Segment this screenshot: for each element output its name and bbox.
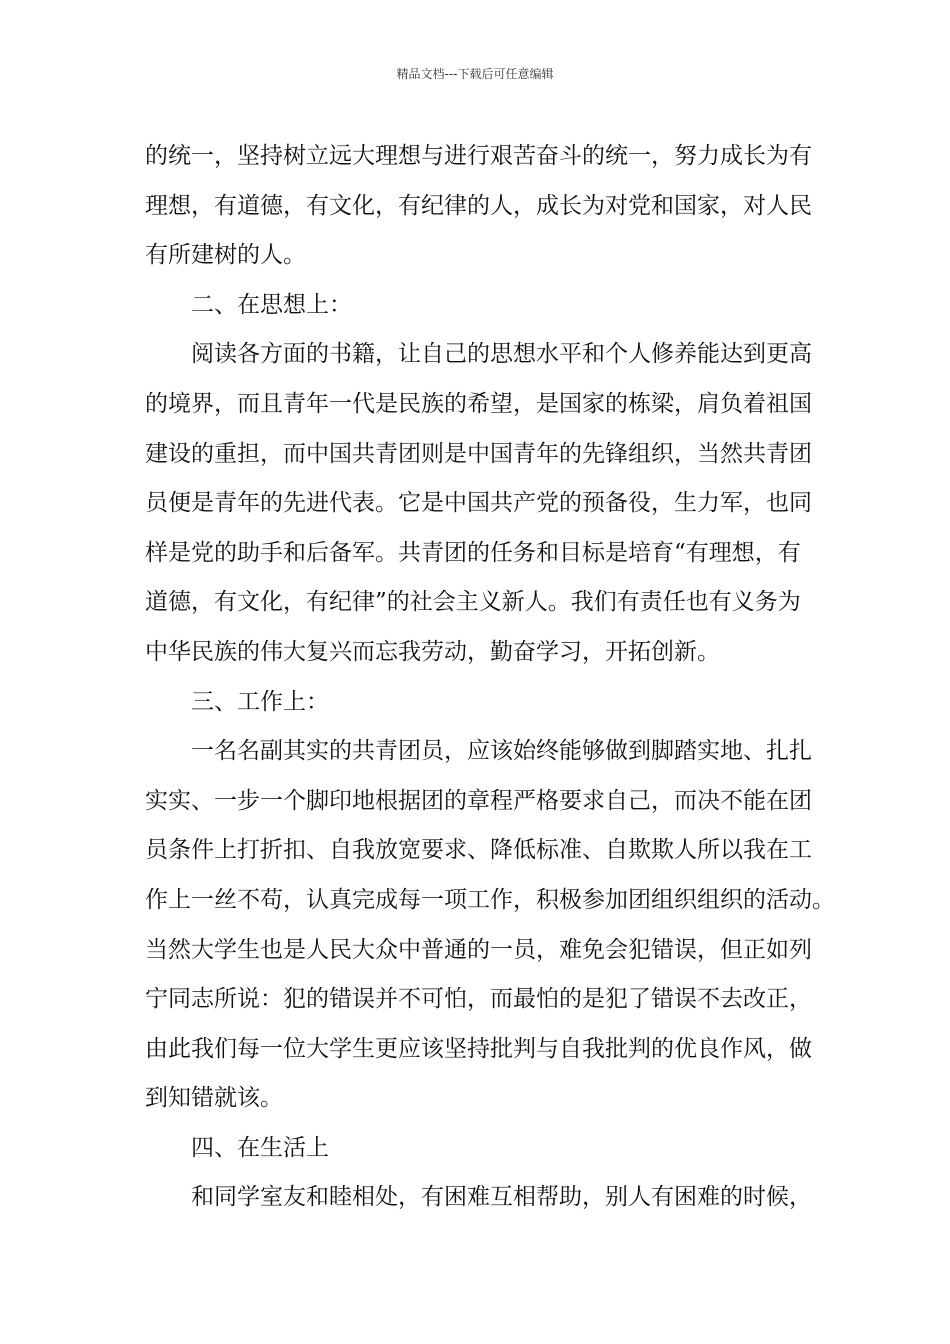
body-line: 的统一，坚持树立远大理想与进行艰苦奋斗的统一，努力成长为有 — [145, 143, 812, 169]
body-line: 员便是青年的先进代表。它是中国共产党的预备役，生力军，也同 — [145, 490, 812, 517]
body-line: 和同学室友和睦相处，有困难互相帮助，别人有困难的时候， — [191, 1184, 812, 1211]
body-line: 道德，有文化，有纪律”的社会主义新人。我们有责任也有义务为 — [145, 589, 801, 616]
section-heading: 二、在思想上： — [191, 291, 352, 318]
body-line: 到知错就该。 — [145, 1085, 283, 1112]
body-line: 一名名副其实的共青团员，应该始终能够做到脚踏实地、扎扎 — [191, 738, 812, 765]
body-line: 由此我们每一位大学生更应该坚持批判与自我批判的优良作风，做 — [145, 1035, 812, 1062]
body-line: 宁同志所说：犯的错误并不可怕，而最怕的是犯了错误不去改正， — [145, 986, 812, 1013]
body-line: 样是党的助手和后备军。共青团的任务和目标是培育“有理想，有 — [145, 539, 801, 566]
body-line: 阅读各方面的书籍，让自己的思想水平和个人修养能达到更高 — [191, 341, 812, 368]
body-line: 理想，有道德，有文化，有纪律的人，成长为对党和国家，对人民 — [145, 192, 812, 219]
body-line: 当然大学生也是人民大众中普通的一员，难免会犯错误，但正如列 — [145, 936, 812, 963]
page-header: 精品文档---下载后可任意编辑 — [396, 67, 554, 81]
section-heading: 四、在生活上 — [191, 1134, 329, 1161]
section-heading: 三、工作上： — [191, 688, 329, 715]
body-line: 中华民族的伟大复兴而忘我劳动，勤奋学习，开拓创新。 — [145, 638, 720, 665]
document-body — [145, 132, 835, 1223]
body-line: 建设的重担，而中国共青团则是中国青年的先锋组织，当然共青团 — [145, 440, 812, 467]
body-line: 的境界，而且青年一代是民族的希望，是国家的栋梁，肩负着祖国 — [145, 390, 812, 417]
body-line: 员条件上打折扣、自我放宽要求、降低标准、自欺欺人所以我在工 — [145, 837, 812, 864]
body-line: 作上一丝不苟，认真完成每一项工作，积极参加团组织组织的活动。 — [145, 886, 835, 913]
body-line: 有所建树的人。 — [145, 242, 306, 269]
body-line: 实实、一步一个脚印地根据团的章程严格要求自己，而决不能在团 — [145, 787, 812, 814]
